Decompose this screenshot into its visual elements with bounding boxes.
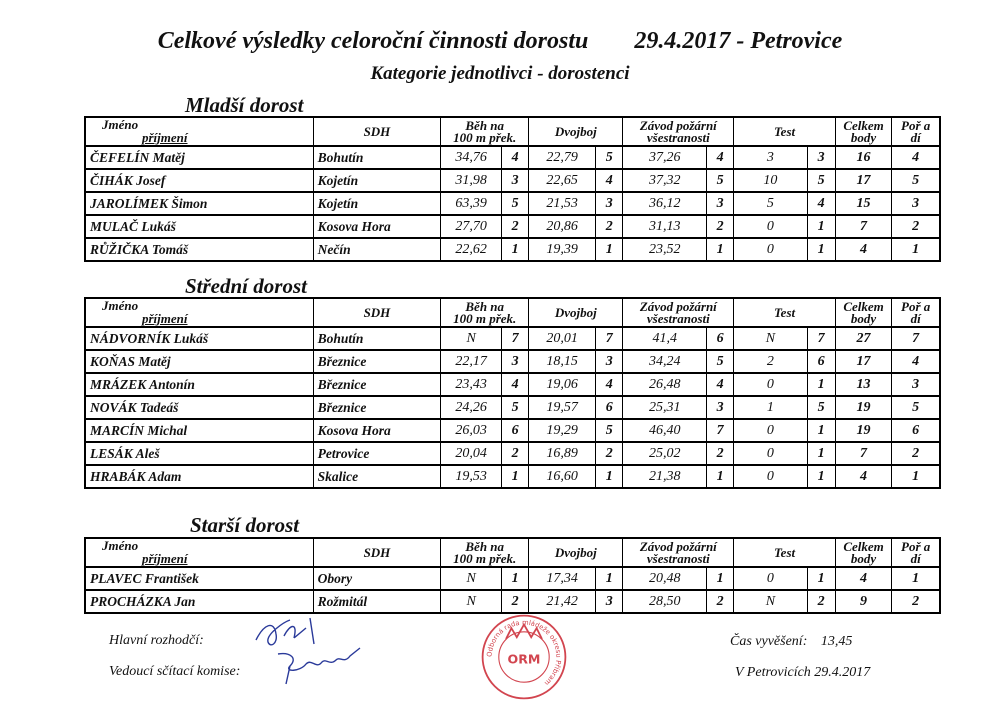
header-dvojboj-line1: Dvojboj bbox=[554, 123, 597, 139]
run-points: 1 bbox=[501, 238, 528, 261]
header-celkem-line1: Celkem bbox=[843, 298, 884, 314]
dvojboj-time: 19,57 bbox=[529, 396, 596, 419]
test-points: 1 bbox=[807, 442, 835, 465]
zavod-time: 31,13 bbox=[623, 215, 707, 238]
header-dvojboj-line1: Dvojboj bbox=[554, 544, 597, 560]
rank: 3 bbox=[892, 373, 940, 396]
rank: 4 bbox=[892, 350, 940, 373]
competitor-name: NÁDVORNÍK Lukáš bbox=[85, 327, 313, 350]
competitor-sdh: Březnice bbox=[313, 396, 441, 419]
dvojboj-points: 5 bbox=[596, 419, 623, 442]
header-poradi-line2: dí bbox=[910, 550, 921, 566]
competitor-sdh: Petrovice bbox=[313, 442, 441, 465]
dvojboj-time: 21,42 bbox=[529, 590, 596, 613]
run-points: 3 bbox=[501, 350, 528, 373]
table-row bbox=[85, 419, 940, 442]
run-time: 34,76 bbox=[441, 146, 502, 169]
table-row bbox=[85, 567, 940, 590]
test-points: 1 bbox=[807, 465, 835, 488]
header-celkem bbox=[835, 298, 892, 327]
header-run-line1: Běh na bbox=[465, 538, 505, 554]
stamp-ring-text: Odborná rada mládeže okresu Příbram bbox=[485, 618, 563, 687]
dvojboj-points: 3 bbox=[596, 192, 623, 215]
header-run bbox=[441, 538, 529, 567]
zavod-points: 3 bbox=[707, 396, 734, 419]
test-points: 1 bbox=[807, 238, 835, 261]
total-points: 7 bbox=[835, 215, 892, 238]
total-points: 16 bbox=[835, 146, 892, 169]
rank: 6 bbox=[892, 419, 940, 442]
zavod-time: 37,26 bbox=[623, 146, 707, 169]
zavod-time: 34,24 bbox=[623, 350, 707, 373]
header-dvojboj bbox=[529, 298, 623, 327]
test-result: 0 bbox=[734, 215, 807, 238]
run-points: 2 bbox=[501, 215, 528, 238]
table-row bbox=[85, 373, 940, 396]
test-result: 0 bbox=[734, 238, 807, 261]
rank: 1 bbox=[892, 567, 940, 590]
competitor-sdh: Rožmitál bbox=[313, 590, 441, 613]
header-celkem-line1: Celkem bbox=[843, 117, 884, 133]
zavod-points: 2 bbox=[707, 215, 734, 238]
competitor-name: LESÁK Aleš bbox=[85, 442, 313, 465]
run-points: 5 bbox=[501, 396, 528, 419]
judge-label: Hlavní rozhodčí: bbox=[109, 633, 204, 648]
competitor-name: NOVÁK Tadeáš bbox=[85, 396, 313, 419]
header-zavod-line1: Závod požární bbox=[639, 538, 717, 554]
header-celkem bbox=[835, 538, 892, 567]
run-points: 4 bbox=[501, 146, 528, 169]
header-row bbox=[85, 298, 940, 327]
table-row bbox=[85, 350, 940, 373]
zavod-points: 4 bbox=[707, 146, 734, 169]
total-points: 4 bbox=[835, 238, 892, 261]
dvojboj-points: 3 bbox=[596, 590, 623, 613]
section-title: Starší dorost bbox=[190, 513, 300, 537]
zavod-time: 26,48 bbox=[623, 373, 707, 396]
header-run-line2: 100 m přek. bbox=[453, 310, 517, 326]
run-points: 5 bbox=[501, 192, 528, 215]
header-test-line1: Test bbox=[773, 304, 796, 320]
run-time: N bbox=[441, 327, 502, 350]
header-poradi bbox=[892, 298, 940, 327]
competitor-name: PROCHÁZKA Jan bbox=[85, 590, 313, 613]
dvojboj-time: 19,06 bbox=[529, 373, 596, 396]
competitor-sdh: Březnice bbox=[313, 373, 441, 396]
test-result: 0 bbox=[734, 373, 807, 396]
posted-label: Čas vyvěšení: bbox=[730, 634, 808, 649]
section-title: Střední dorost bbox=[185, 274, 307, 298]
test-points: 4 bbox=[807, 192, 835, 215]
header-test-line1: Test bbox=[773, 544, 796, 560]
competitor-sdh: Kosova Hora bbox=[313, 215, 441, 238]
competitor-sdh: Kojetín bbox=[313, 192, 441, 215]
run-time: 27,70 bbox=[441, 215, 502, 238]
header-poradi-line1: Poř a bbox=[901, 298, 931, 314]
header-run-line2: 100 m přek. bbox=[453, 550, 517, 566]
dvojboj-time: 22,65 bbox=[529, 169, 596, 192]
table-row bbox=[85, 169, 940, 192]
dvojboj-time: 16,89 bbox=[529, 442, 596, 465]
run-time: N bbox=[441, 567, 502, 590]
competitor-sdh: Skalice bbox=[313, 465, 441, 488]
rank: 1 bbox=[892, 465, 940, 488]
rank: 5 bbox=[892, 169, 940, 192]
title-date-place: 29.4.2017 - Petrovice bbox=[634, 28, 843, 54]
table-row bbox=[85, 215, 940, 238]
header-zavod-line2: všestranosti bbox=[646, 550, 710, 566]
header-run bbox=[441, 298, 529, 327]
header-name-line1: Jméno bbox=[102, 117, 139, 132]
header-zavod-line2: všestranosti bbox=[646, 310, 710, 326]
run-points: 4 bbox=[501, 373, 528, 396]
run-time: 22,17 bbox=[441, 350, 502, 373]
run-points: 7 bbox=[501, 327, 528, 350]
run-time: 31,98 bbox=[441, 169, 502, 192]
run-points: 1 bbox=[501, 465, 528, 488]
run-points: 3 bbox=[501, 169, 528, 192]
dvojboj-points: 2 bbox=[596, 442, 623, 465]
header-celkem bbox=[835, 117, 892, 146]
test-result: 3 bbox=[734, 146, 807, 169]
table-row bbox=[85, 442, 940, 465]
zavod-points: 7 bbox=[707, 419, 734, 442]
header-run-line2: 100 m přek. bbox=[453, 129, 517, 145]
competitor-sdh: Kojetín bbox=[313, 169, 441, 192]
test-result: N bbox=[734, 590, 807, 613]
zavod-time: 41,4 bbox=[623, 327, 707, 350]
dvojboj-points: 3 bbox=[596, 350, 623, 373]
dvojboj-points: 6 bbox=[596, 396, 623, 419]
header-row bbox=[85, 538, 940, 567]
table-row bbox=[85, 146, 940, 169]
header-row bbox=[85, 117, 940, 146]
rank: 1 bbox=[892, 238, 940, 261]
test-points: 2 bbox=[807, 590, 835, 613]
zavod-points: 2 bbox=[707, 442, 734, 465]
header-poradi bbox=[892, 117, 940, 146]
table-row bbox=[85, 192, 940, 215]
results-table bbox=[84, 537, 941, 614]
posted-time: 13,45 bbox=[820, 634, 853, 649]
document-subtitle: Kategorie jednotlivci - dorostenci bbox=[370, 63, 630, 84]
table-row bbox=[85, 396, 940, 419]
zavod-time: 46,40 bbox=[623, 419, 707, 442]
competitor-name: ČEFELÍN Matěj bbox=[85, 146, 313, 169]
header-celkem-line2: body bbox=[850, 550, 877, 566]
zavod-points: 5 bbox=[707, 169, 734, 192]
rank: 4 bbox=[892, 146, 940, 169]
header-run-line1: Běh na bbox=[465, 117, 505, 133]
run-time: 19,53 bbox=[441, 465, 502, 488]
header-test bbox=[734, 117, 836, 146]
rank: 2 bbox=[892, 590, 940, 613]
table-row bbox=[85, 327, 940, 350]
dvojboj-time: 18,15 bbox=[529, 350, 596, 373]
test-result: 10 bbox=[734, 169, 807, 192]
dvojboj-time: 17,34 bbox=[529, 567, 596, 590]
test-result: 0 bbox=[734, 567, 807, 590]
zavod-points: 6 bbox=[707, 327, 734, 350]
counting-label: Vedoucí sčítací komise: bbox=[109, 664, 241, 679]
run-time: 24,26 bbox=[441, 396, 502, 419]
test-points: 5 bbox=[807, 169, 835, 192]
table-row bbox=[85, 465, 940, 488]
table-row bbox=[85, 590, 940, 613]
test-result: 0 bbox=[734, 465, 807, 488]
stamp-text: ORM bbox=[507, 651, 541, 667]
zavod-time: 25,31 bbox=[623, 396, 707, 419]
header-sdh: SDH bbox=[313, 117, 441, 146]
header-zavod-line2: všestranosti bbox=[646, 129, 710, 145]
dvojboj-points: 7 bbox=[596, 327, 623, 350]
zavod-points: 3 bbox=[707, 192, 734, 215]
test-result: 1 bbox=[734, 396, 807, 419]
run-points: 2 bbox=[501, 442, 528, 465]
header-name bbox=[85, 298, 313, 327]
zavod-time: 23,52 bbox=[623, 238, 707, 261]
competitor-name: RŮŽIČKA Tomáš bbox=[85, 238, 313, 261]
total-points: 4 bbox=[835, 465, 892, 488]
dvojboj-time: 21,53 bbox=[529, 192, 596, 215]
run-points: 2 bbox=[501, 590, 528, 613]
header-run bbox=[441, 117, 529, 146]
run-time: N bbox=[441, 590, 502, 613]
table-row bbox=[85, 238, 940, 261]
header-celkem-line2: body bbox=[850, 310, 877, 326]
test-points: 3 bbox=[807, 146, 835, 169]
header-name-line2: příjmení bbox=[142, 311, 188, 326]
run-time: 63,39 bbox=[441, 192, 502, 215]
test-result: 5 bbox=[734, 192, 807, 215]
competitor-name: MRÁZEK Antonín bbox=[85, 373, 313, 396]
total-points: 4 bbox=[835, 567, 892, 590]
header-name-line1: Jméno bbox=[102, 298, 139, 313]
test-points: 1 bbox=[807, 373, 835, 396]
orm-stamp bbox=[479, 612, 569, 702]
document-title bbox=[0, 28, 1000, 55]
run-time: 26,03 bbox=[441, 419, 502, 442]
header-poradi bbox=[892, 538, 940, 567]
header-name-line2: příjmení bbox=[142, 551, 188, 566]
header-celkem-line1: Celkem bbox=[843, 538, 884, 554]
results-table bbox=[84, 297, 941, 489]
test-points: 1 bbox=[807, 567, 835, 590]
rank: 2 bbox=[892, 215, 940, 238]
total-points: 27 bbox=[835, 327, 892, 350]
header-poradi-line2: dí bbox=[910, 310, 921, 326]
header-sdh: SDH bbox=[313, 538, 441, 567]
zavod-time: 28,50 bbox=[623, 590, 707, 613]
zavod-points: 1 bbox=[707, 238, 734, 261]
competitor-name: MULAČ Lukáš bbox=[85, 215, 313, 238]
dvojboj-time: 20,86 bbox=[529, 215, 596, 238]
run-time: 20,04 bbox=[441, 442, 502, 465]
rank: 2 bbox=[892, 442, 940, 465]
header-test bbox=[734, 538, 836, 567]
zavod-time: 25,02 bbox=[623, 442, 707, 465]
competitor-sdh: Kosova Hora bbox=[313, 419, 441, 442]
competitor-sdh: Obory bbox=[313, 567, 441, 590]
header-sdh: SDH bbox=[313, 298, 441, 327]
header-celkem-line2: body bbox=[850, 129, 877, 145]
header-poradi-line1: Poř a bbox=[901, 538, 931, 554]
competitor-name: JAROLÍMEK Šimon bbox=[85, 192, 313, 215]
run-time: 23,43 bbox=[441, 373, 502, 396]
rank: 3 bbox=[892, 192, 940, 215]
header-run-line1: Běh na bbox=[465, 298, 505, 314]
total-points: 17 bbox=[835, 169, 892, 192]
zavod-time: 37,32 bbox=[623, 169, 707, 192]
total-points: 9 bbox=[835, 590, 892, 613]
zavod-points: 5 bbox=[707, 350, 734, 373]
test-result: 0 bbox=[734, 419, 807, 442]
rank: 5 bbox=[892, 396, 940, 419]
dvojboj-points: 5 bbox=[596, 146, 623, 169]
test-points: 7 bbox=[807, 327, 835, 350]
header-dvojboj bbox=[529, 117, 623, 146]
test-result: N bbox=[734, 327, 807, 350]
zavod-points: 1 bbox=[707, 567, 734, 590]
total-points: 19 bbox=[835, 419, 892, 442]
test-points: 1 bbox=[807, 419, 835, 442]
header-name bbox=[85, 117, 313, 146]
header-dvojboj-line1: Dvojboj bbox=[554, 304, 597, 320]
dvojboj-points: 1 bbox=[596, 465, 623, 488]
total-points: 19 bbox=[835, 396, 892, 419]
zavod-points: 1 bbox=[707, 465, 734, 488]
header-zavod bbox=[623, 538, 734, 567]
total-points: 15 bbox=[835, 192, 892, 215]
competitor-name: PLAVEC František bbox=[85, 567, 313, 590]
title-text: Celkové výsledky celoroční činnosti dorostu bbox=[157, 28, 589, 54]
place-date: V Petrovicích 29.4.2017 bbox=[735, 665, 871, 680]
test-points: 1 bbox=[807, 215, 835, 238]
dvojboj-time: 22,79 bbox=[529, 146, 596, 169]
total-points: 17 bbox=[835, 350, 892, 373]
run-points: 1 bbox=[501, 567, 528, 590]
dvojboj-time: 19,29 bbox=[529, 419, 596, 442]
header-test-line1: Test bbox=[773, 123, 796, 139]
dvojboj-time: 19,39 bbox=[529, 238, 596, 261]
dvojboj-points: 2 bbox=[596, 215, 623, 238]
section-title: Mladší dorost bbox=[185, 93, 304, 117]
run-time: 22,62 bbox=[441, 238, 502, 261]
competitor-name: HRABÁK Adam bbox=[85, 465, 313, 488]
header-name-line1: Jméno bbox=[102, 538, 139, 553]
header-dvojboj bbox=[529, 538, 623, 567]
competitor-name: MARCÍN Michal bbox=[85, 419, 313, 442]
results-table bbox=[84, 116, 941, 262]
counting-signature bbox=[270, 644, 370, 689]
dvojboj-points: 4 bbox=[596, 169, 623, 192]
header-zavod-line1: Závod požární bbox=[639, 298, 717, 314]
zavod-points: 2 bbox=[707, 590, 734, 613]
zavod-time: 21,38 bbox=[623, 465, 707, 488]
total-points: 13 bbox=[835, 373, 892, 396]
dvojboj-time: 16,60 bbox=[529, 465, 596, 488]
competitor-name: ČIHÁK Josef bbox=[85, 169, 313, 192]
dvojboj-points: 4 bbox=[596, 373, 623, 396]
header-poradi-line2: dí bbox=[910, 129, 921, 145]
test-result: 2 bbox=[734, 350, 807, 373]
zavod-time: 20,48 bbox=[623, 567, 707, 590]
test-result: 0 bbox=[734, 442, 807, 465]
rank: 7 bbox=[892, 327, 940, 350]
header-name bbox=[85, 538, 313, 567]
competitor-sdh: Bohutín bbox=[313, 327, 441, 350]
header-zavod bbox=[623, 117, 734, 146]
test-points: 5 bbox=[807, 396, 835, 419]
posted-time-line bbox=[730, 634, 852, 650]
header-test bbox=[734, 298, 836, 327]
zavod-time: 36,12 bbox=[623, 192, 707, 215]
competitor-sdh: Nečín bbox=[313, 238, 441, 261]
dvojboj-points: 1 bbox=[596, 238, 623, 261]
competitor-sdh: Březnice bbox=[313, 350, 441, 373]
competitor-name: KOŇAS Matěj bbox=[85, 350, 313, 373]
run-points: 6 bbox=[501, 419, 528, 442]
header-zavod bbox=[623, 298, 734, 327]
total-points: 7 bbox=[835, 442, 892, 465]
dvojboj-time: 20,01 bbox=[529, 327, 596, 350]
header-name-line2: příjmení bbox=[142, 130, 188, 145]
dvojboj-points: 1 bbox=[596, 567, 623, 590]
header-zavod-line1: Závod požární bbox=[639, 117, 717, 133]
competitor-sdh: Bohutín bbox=[313, 146, 441, 169]
header-poradi-line1: Poř a bbox=[901, 117, 931, 133]
zavod-points: 4 bbox=[707, 373, 734, 396]
test-points: 6 bbox=[807, 350, 835, 373]
